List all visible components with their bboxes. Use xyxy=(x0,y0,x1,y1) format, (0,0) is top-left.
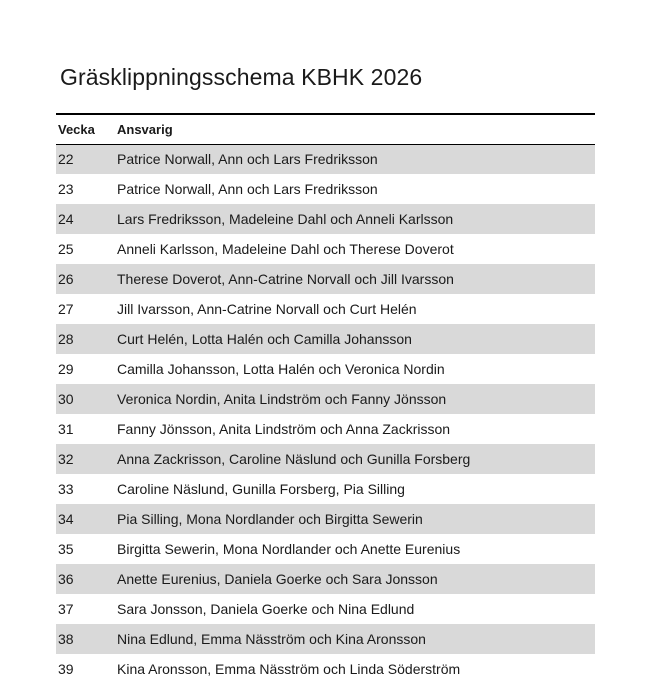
table-row xyxy=(56,504,595,534)
table-row xyxy=(56,204,595,234)
table-row xyxy=(56,414,595,444)
responsible-cell: Therese Doverot, Ann-Catrine Norvall och Jill Ivarsson xyxy=(117,271,454,287)
week-cell: 33 xyxy=(58,481,74,497)
week-cell: 27 xyxy=(58,301,74,317)
column-header-week: Vecka xyxy=(56,114,117,144)
week-cell: 25 xyxy=(58,241,74,257)
responsible-cell: Caroline Näslund, Gunilla Forsberg, Pia Silling xyxy=(117,481,405,497)
responsible-cell: Patrice Norwall, Ann och Lars Fredriksson xyxy=(117,151,378,168)
table-row xyxy=(56,564,595,594)
responsible-cell: Lars Fredriksson, Madeleine Dahl och Anneli Karlsson xyxy=(117,211,454,227)
week-cell: 23 xyxy=(58,181,74,197)
table-body xyxy=(56,144,595,684)
table-row xyxy=(56,474,595,504)
table-row xyxy=(56,174,595,204)
week-cell: 32 xyxy=(58,451,74,467)
table-row xyxy=(56,444,595,474)
table-row xyxy=(56,384,595,414)
table-row xyxy=(56,324,595,354)
responsible-cell: Veronica Nordin, Anita Lindström och Fanny Jönsson xyxy=(117,391,447,407)
week-cell: 38 xyxy=(58,631,74,647)
table-row xyxy=(56,264,595,294)
responsible-cell: Birgitta Sewerin, Mona Nordlander och Anette Eurenius xyxy=(117,541,461,557)
table-row xyxy=(56,354,595,384)
table-row xyxy=(56,294,595,324)
page-title: Gräsklippningsschema KBHK 2026 xyxy=(60,64,423,90)
week-cell: 35 xyxy=(58,541,74,557)
table-row xyxy=(56,234,595,264)
week-cell: 22 xyxy=(58,151,74,168)
week-cell: 37 xyxy=(58,601,74,617)
week-cell: 24 xyxy=(58,211,74,227)
responsible-cell: Pia Silling, Mona Nordlander och Birgitta Sewerin xyxy=(117,511,423,527)
responsible-cell: Anneli Karlsson, Madeleine Dahl och Therese Doverot xyxy=(117,241,454,257)
week-cell: 34 xyxy=(58,511,74,527)
week-cell: 39 xyxy=(58,661,74,677)
table-row xyxy=(56,624,595,654)
responsible-cell: Anette Eurenius, Daniela Goerke och Sara Jonsson xyxy=(117,571,438,587)
responsible-cell: Sara Jonsson, Daniela Goerke och Nina Edlund xyxy=(117,601,415,617)
week-cell: 29 xyxy=(58,361,74,377)
responsible-cell: Nina Edlund, Emma Näsström och Kina Aronsson xyxy=(117,631,426,647)
table-row xyxy=(56,144,595,174)
responsible-cell: Curt Helén, Lotta Halén och Camilla Johansson xyxy=(117,331,412,347)
table-row xyxy=(56,534,595,564)
table-row xyxy=(56,654,595,684)
responsible-cell: Fanny Jönsson, Anita Lindström och Anna Zackrisson xyxy=(117,421,451,437)
week-cell: 28 xyxy=(58,331,74,347)
table-row xyxy=(56,594,595,624)
week-cell: 30 xyxy=(58,391,74,407)
responsible-cell: Anna Zackrisson, Caroline Näslund och Gunilla Forsberg xyxy=(117,451,471,467)
responsible-cell: Jill Ivarsson, Ann-Catrine Norvall och Curt Helén xyxy=(117,301,417,317)
week-cell: 26 xyxy=(58,271,74,287)
table-header-row xyxy=(56,114,595,144)
week-cell: 36 xyxy=(58,571,74,587)
responsible-cell: Camilla Johansson, Lotta Halén och Veronica Nordin xyxy=(117,361,445,377)
responsible-cell: Patrice Norwall, Ann och Lars Fredriksson xyxy=(117,181,378,197)
responsible-cell: Kina Aronsson, Emma Näsström och Linda Söderström xyxy=(117,661,461,677)
column-header-responsible: Ansvarig xyxy=(117,114,595,144)
week-cell: 31 xyxy=(58,421,74,437)
schedule-table xyxy=(56,113,595,684)
